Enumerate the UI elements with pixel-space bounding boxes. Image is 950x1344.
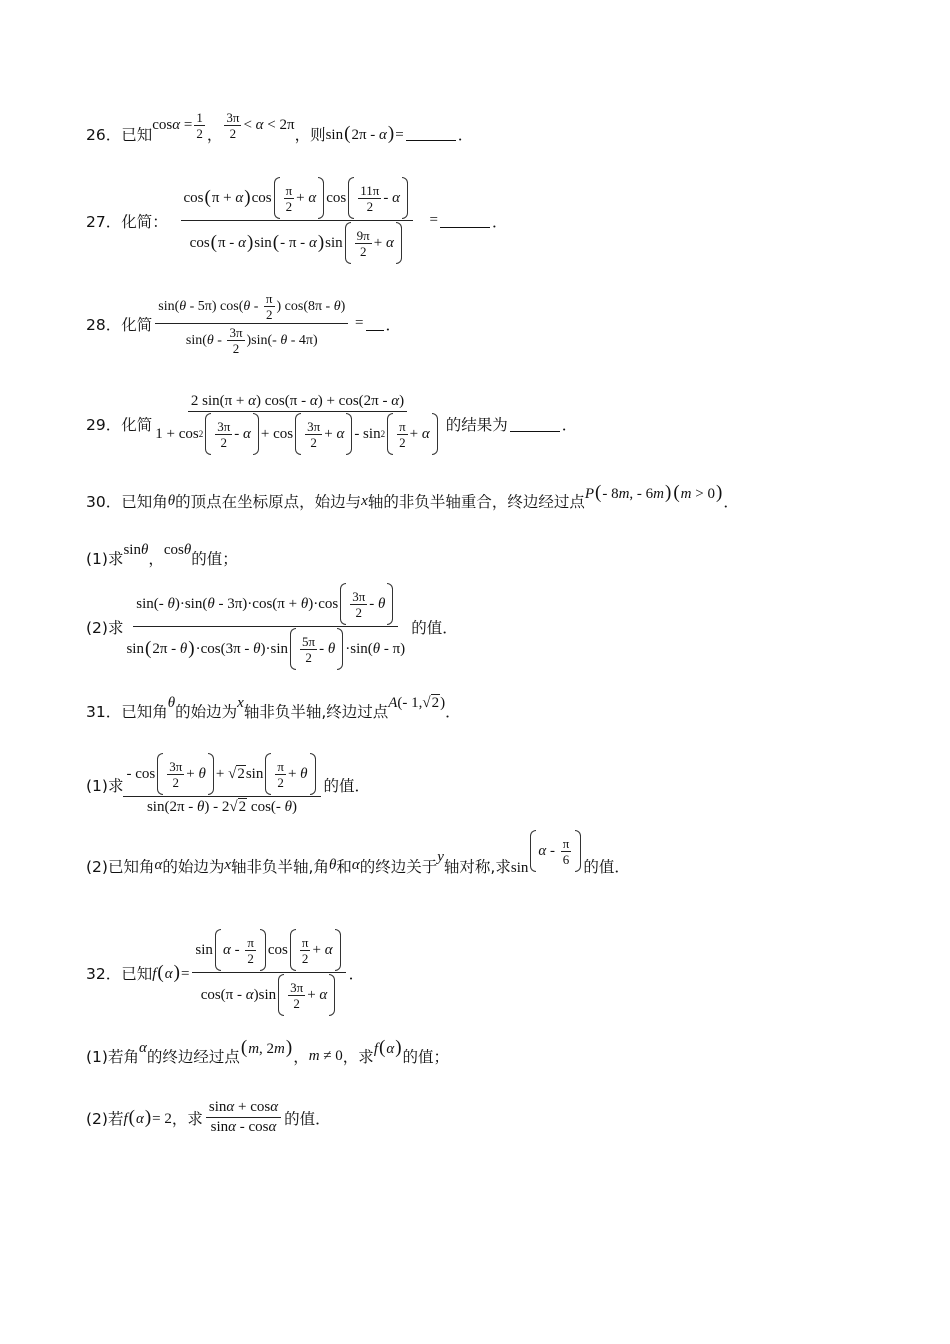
question-32-part-2: [86, 1098, 331, 1137]
question-32: [86, 928, 364, 1017]
question-text: 的始边为: [162, 857, 225, 876]
fraction: 3π 2: [226, 110, 240, 141]
question-text: 的结果为: [445, 416, 508, 434]
question-text: 已知角: [121, 703, 168, 721]
formula: α: [138, 1039, 147, 1056]
question-26: [86, 110, 474, 149]
question-text: (1)若角: [86, 1048, 139, 1066]
question-text: (1)求: [86, 550, 124, 568]
question-text: ，求: [171, 1109, 203, 1128]
formula: sinθ: [123, 541, 149, 558]
formula: α: [351, 857, 360, 873]
question-number: 28．: [86, 315, 122, 334]
question-29: [86, 392, 577, 456]
question-text: 已知角: [121, 493, 168, 511]
question-number: 30．: [86, 493, 122, 511]
question-text: (1)求: [86, 776, 124, 795]
question-text: ．: [348, 964, 365, 983]
question-text: 的值；: [402, 1048, 450, 1066]
fraction: sin α - π 2 cos π 2 + α cos(π - α )sin 3π 2 + α: [192, 928, 345, 1017]
fraction: $\frac{1}{2}$: [196, 110, 203, 141]
question-text: ．: [723, 493, 739, 511]
question-text: ．: [491, 212, 508, 231]
question-text: 已知: [121, 964, 153, 983]
question-text: 的始边为: [175, 703, 238, 721]
question-number: 29．: [86, 416, 122, 434]
question-text: ，: [148, 550, 164, 568]
answer-blank[interactable]: [406, 126, 456, 141]
question-number: 31．: [86, 703, 122, 721]
question-text: (2)若: [86, 1109, 124, 1128]
fraction: 2 sin(π + α ) cos(π - α ) + cos(2π - α ) 1 + cos 2 3π 2 - α + cos 3π 2 + α - sin 2 π 2 + α: [152, 392, 442, 456]
answer-blank[interactable]: [366, 316, 384, 331]
question-text: 轴对称,求: [443, 857, 511, 876]
question-32-part-1: [86, 1037, 450, 1067]
formula: y: [437, 849, 444, 865]
question-text: 化简: [121, 315, 153, 334]
formula: =: [425, 212, 438, 228]
question-text: 的值；: [191, 550, 238, 568]
question-28: [86, 290, 401, 357]
question-text: ，求: [342, 1048, 374, 1066]
formula: P(- 8m, - 6m) (m > 0): [584, 482, 723, 503]
question-text: 轴非负半轴,角: [231, 857, 329, 876]
question-30-part-2: [86, 582, 458, 671]
question-27: [86, 176, 507, 265]
question-text: 的顶点在坐标原点，始边与: [175, 493, 362, 511]
question-text: 和: [336, 857, 352, 876]
answer-blank[interactable]: [510, 417, 560, 432]
question-text: 的终边关于: [359, 857, 438, 876]
question-text: ．: [445, 703, 461, 721]
formula: (m, 2m): [240, 1037, 293, 1058]
question-text: 的值．: [323, 776, 371, 795]
question-text: (2)已知角: [86, 857, 155, 876]
formula: sin α - π 6: [511, 830, 583, 877]
formula: sin(2π - α)=: [325, 122, 404, 144]
formula: x: [361, 492, 368, 509]
formula: f(α): [373, 1037, 402, 1058]
formula: f(α)=: [152, 961, 190, 983]
question-text: 轴非负半轴,终边过点: [243, 703, 389, 721]
formula: A(- 1,√2): [388, 694, 446, 711]
question-text: ，则: [294, 125, 326, 144]
question-text: 轴的非负半轴重合，终边经过点: [367, 493, 585, 511]
question-text: ，: [293, 1048, 309, 1066]
fraction: sin(- θ )·sin( θ - 3π)·cos(π + θ )·cos 3π 2 - θ sin ( 2π - θ ) ·cos(3π - θ )·sin 5π 2 - θ ·sin( θ - π): [123, 582, 408, 671]
question-31: [86, 694, 461, 722]
formula: α: [154, 857, 163, 873]
question-text: 的终边经过点: [146, 1048, 240, 1066]
fraction: sin α + cos α sin α - cos α: [206, 1098, 281, 1137]
question-text: ．: [561, 416, 578, 434]
formula: x: [237, 694, 244, 711]
question-30: [86, 482, 739, 512]
formula: =: [351, 315, 364, 331]
question-text: ，: [206, 125, 223, 144]
formula: θ: [328, 857, 337, 873]
question-text: 的值．: [583, 857, 630, 876]
formula: f(α)= 2: [123, 1106, 172, 1128]
question-text: (2)求: [86, 618, 124, 637]
formula: x: [224, 857, 232, 873]
fraction: sin( θ - 5π) cos( θ - π 2 ) cos(8π - θ ) sin( θ - 3π 2 )sin(- θ - 4π): [155, 290, 348, 357]
formula: < α < 2π: [243, 117, 295, 133]
formula: cosα =: [152, 117, 193, 133]
question-text: 的值．: [284, 1109, 331, 1128]
question-text: 化简：: [121, 212, 168, 231]
formula: m ≠ 0: [308, 1047, 343, 1064]
formula: θ: [167, 694, 176, 711]
question-text: 已知: [121, 125, 153, 144]
question-30-part-1: [86, 541, 238, 569]
formula: θ: [167, 492, 176, 509]
question-number: 32．: [86, 964, 122, 983]
question-text: ．: [385, 315, 402, 334]
formula: cosθ: [163, 541, 192, 558]
question-number: 26．: [86, 125, 122, 144]
question-text: 的值．: [411, 618, 458, 637]
fraction: - cos 3π 2 + θ + √ 2 sin π 2 + θ sin(2π - θ ) - 2√ 2 cos(- θ ): [123, 752, 320, 817]
answer-blank[interactable]: [440, 213, 490, 228]
question-31-part-2: [86, 835, 630, 889]
question-31-part-1: [86, 752, 370, 817]
question-text: ．: [457, 125, 474, 144]
question-text: 化简: [121, 416, 153, 434]
fraction: cos ( π + α ) cos π 2 + α cos 11π 2 - α cos ( π - α ) sin ( - π - α ) sin 9π 2 + α: [171, 176, 423, 265]
question-number: 27．: [86, 212, 122, 231]
